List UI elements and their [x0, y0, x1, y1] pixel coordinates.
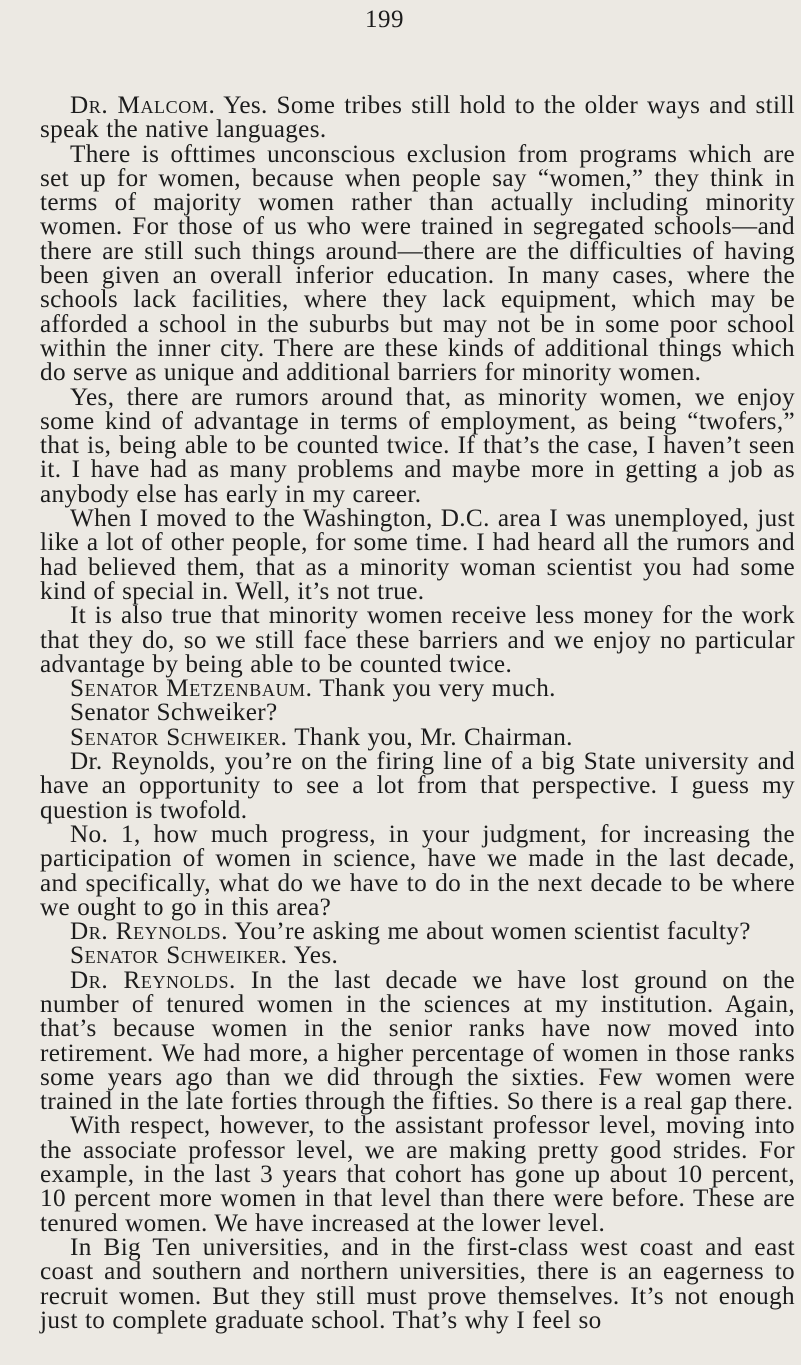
body-text	[40, 94, 795, 1333]
paragraph-text: Yes. Some tribes still hold to the older ways and still speak the native languages.	[40, 92, 795, 144]
speaker-name: Senator Metzenbaum.	[70, 675, 313, 703]
paragraph-text: It is also true that minority women receive less money for the work that they do, so we still face these barriers and we enjoy no particular advantage by being able to be counted twice.	[40, 602, 795, 678]
paragraph	[40, 140, 795, 387]
paragraph-text: Senator Schweiker?	[70, 699, 278, 727]
paragraph	[40, 944, 795, 968]
paragraph	[40, 820, 795, 921]
paragraph	[40, 507, 795, 604]
page-number: 199	[365, 6, 404, 33]
paragraph	[40, 1114, 795, 1235]
paragraph	[40, 920, 795, 944]
paragraph	[40, 723, 795, 751]
paragraph	[40, 383, 795, 508]
paragraph-text: In Big Ten universities, and in the first-class west coast and east coast and southern and northern universities, there is an eagerness to recruit women. But they still must prove themselves. It’s not enough just to complete graduate school. That’s why I feel so	[40, 1233, 795, 1334]
paragraph-text: Dr. Reynolds, you’re on the firing line of a big State university and have an opportunity to see a lot from that perspective. I guess my question is twofold.	[40, 748, 795, 824]
paragraph	[40, 677, 795, 701]
paragraph-text: Yes, there are rumors around that, as minority women, we enjoy some kind of advantage in terms of employment, as being “twofers,” that is, being able to be counted twice. If that’s the case, I haven’t seen it. I have had as many problems and maybe more in getting a job as anybody else has early in my career.	[40, 383, 795, 508]
speaker-name: Dr. Reynolds.	[70, 918, 229, 946]
speaker-name: Senator Schweiker.	[70, 723, 288, 751]
speaker-name: Senator Schweiker.	[70, 942, 288, 970]
paragraph	[40, 604, 795, 677]
paragraph-text: There is ofttimes unconscious exclusion from programs which are set up for women, because when people say “women,” they think in terms of majority women rather than actually including minority women. For those of us who were trained in segregated schools—and there are still such things around—there are the difficulties of having been given an overall inferior education. In many cases, where the schools lack facilities, where they lack equipment, which may be afforded a school in the suburbs but may not be in some poor school within the inner city. There are these kinds of additional things which do serve as unique and additional barriers for minority women.	[40, 140, 795, 387]
paragraph-text: Thank you very much.	[312, 675, 556, 703]
paragraph	[40, 1233, 795, 1334]
paragraph	[40, 750, 795, 823]
paragraph-text: No. 1, how much progress, in your judgment, for increasing the participation of women in science, have we made in the last decade, and specifically, what do we have to do in the next decade to be where we ought to go in this area?	[40, 820, 795, 921]
paragraph-text: Thank you, Mr. Chairman.	[287, 723, 573, 751]
paragraph-text: When I moved to the Washington, D.C. area I was unemployed, just like a lot of other people, for some time. I had heard all the rumors and had believed them, that as a minority woman scientist you had some kind of special in. Well, it’s not true.	[40, 505, 795, 605]
paragraph-text: In the last decade we have lost ground on the number of tenured women in the sciences at my institution. Again, that’s because women in the senior ranks have now moved into retirement. We had more, a higher percentage of women in those ranks some years ago than we did through the sixties. Few women were trained in the late forties through the fifties. So there is a real gap there.	[40, 966, 796, 1116]
paragraph	[40, 94, 795, 143]
paragraph-text: With respect, however, to the assistant professor level, moving into the associate professor level, we are making pretty good strides. For example, in the last 3 years that cohort has gone up about 10 percent, 10 percent more women in that level than there were before. These are tenured women. We have increased at the lower level.	[40, 1112, 795, 1237]
speaker-name: Dr. Malcom.	[70, 92, 216, 119]
paragraph	[40, 966, 796, 1116]
paragraph	[40, 701, 795, 725]
speaker-name: Dr. Reynolds.	[70, 966, 236, 994]
paragraph-text: Yes.	[287, 942, 339, 970]
paragraph-text: You’re asking me about women scientist faculty?	[228, 918, 751, 946]
